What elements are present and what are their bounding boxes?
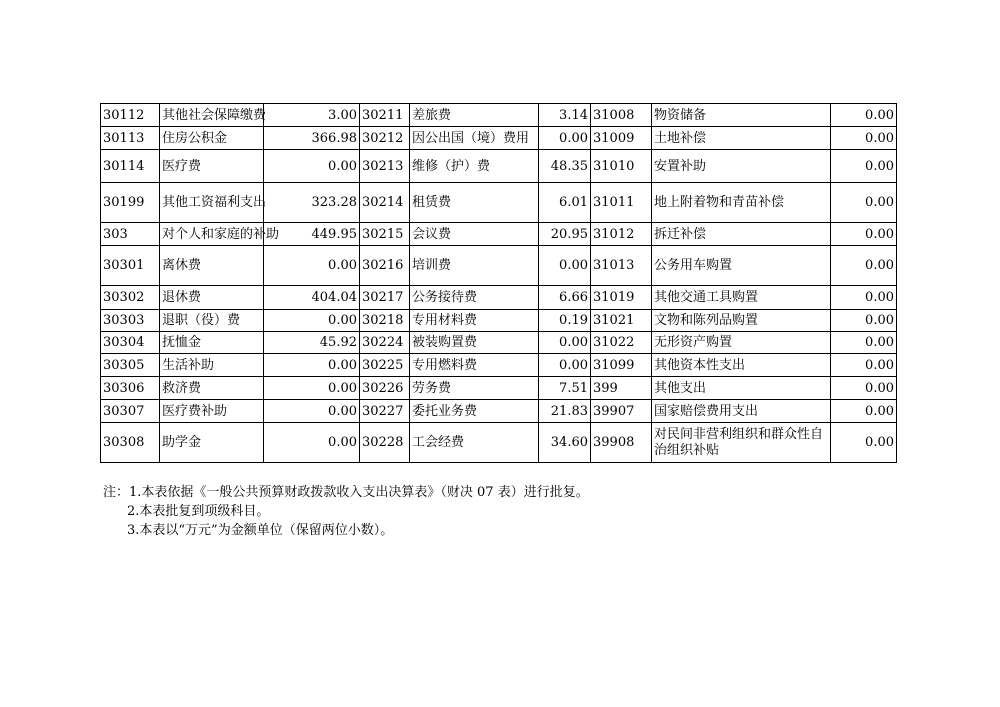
budget-expenditure-table (100, 103, 897, 463)
row-code-2: 30211 (360, 104, 410, 127)
row-name-1: 退休费 (160, 286, 264, 310)
note-line-3: 3.本表以“万元”为金额单位（保留两位小数）。 (127, 523, 394, 538)
row-name-2: 专用燃料费 (410, 354, 539, 377)
row-amount-3: 0.00 (831, 400, 897, 423)
row-name-1: 退职（役）费 (160, 310, 264, 332)
row-code-2: 30224 (360, 332, 410, 354)
row-code-2: 30225 (360, 354, 410, 377)
row-amount-1: 366.98 (264, 127, 360, 150)
row-amount-3: 0.00 (831, 183, 897, 223)
row-code-1: 303 (101, 223, 160, 246)
row-name-1: 对个人和家庭的补助 (160, 223, 264, 246)
row-code-3: 31019 (591, 286, 652, 310)
row-code-1: 30199 (101, 183, 160, 223)
row-amount-3: 0.00 (831, 423, 897, 463)
row-name-2: 因公出国（境）费用 (410, 127, 539, 150)
row-amount-3: 0.00 (831, 377, 897, 400)
row-code-3: 39907 (591, 400, 652, 423)
row-code-2: 30213 (360, 150, 410, 183)
row-code-1: 30301 (101, 246, 160, 286)
row-amount-2: 0.00 (539, 332, 591, 354)
table-row (101, 423, 897, 463)
row-amount-3: 0.00 (831, 127, 897, 150)
row-amount-2: 3.14 (539, 104, 591, 127)
row-code-3: 31013 (591, 246, 652, 286)
row-amount-1: 323.28 (264, 183, 360, 223)
row-amount-1: 449.95 (264, 223, 360, 246)
row-name-3: 拆迁补偿 (652, 223, 831, 246)
row-name-3: 安置补助 (652, 150, 831, 183)
row-amount-3: 0.00 (831, 150, 897, 183)
row-amount-2: 48.35 (539, 150, 591, 183)
row-amount-1: 0.00 (264, 246, 360, 286)
row-name-3: 无形资产购置 (652, 332, 831, 354)
row-amount-3: 0.00 (831, 286, 897, 310)
row-name-1: 其他工资福利支出 (160, 183, 264, 223)
note-line-1: 注：1.本表依据《一般公共预算财政拨款收入支出决算表》（财决 07 表）进行批复。 (103, 485, 589, 500)
table-row (101, 183, 897, 223)
row-amount-3: 0.00 (831, 332, 897, 354)
table-row (101, 354, 897, 377)
row-name-3: 国家赔偿费用支出 (652, 400, 831, 423)
table-row (101, 286, 897, 310)
table-row (101, 400, 897, 423)
row-code-2: 30227 (360, 400, 410, 423)
row-name-1: 其他社会保障缴费 (160, 104, 264, 127)
table-row (101, 127, 897, 150)
row-name-1: 离休费 (160, 246, 264, 286)
row-amount-1: 0.00 (264, 377, 360, 400)
table-row (101, 223, 897, 246)
row-amount-2: 6.66 (539, 286, 591, 310)
table-row (101, 332, 897, 354)
row-name-2: 会议费 (410, 223, 539, 246)
row-code-2: 30228 (360, 423, 410, 463)
row-name-3: 其他资本性支出 (652, 354, 831, 377)
row-amount-2: 7.51 (539, 377, 591, 400)
row-code-2: 30212 (360, 127, 410, 150)
row-code-1: 30304 (101, 332, 160, 354)
row-amount-1: 0.00 (264, 354, 360, 377)
row-amount-3: 0.00 (831, 223, 897, 246)
row-name-3: 对民间非营利组织和群众性自治组织补贴 (652, 423, 831, 463)
row-code-2: 30218 (360, 310, 410, 332)
row-amount-1: 404.04 (264, 286, 360, 310)
row-code-3: 31012 (591, 223, 652, 246)
row-name-3: 其他支出 (652, 377, 831, 400)
row-name-3: 土地补偿 (652, 127, 831, 150)
table-row (101, 377, 897, 400)
row-name-2: 差旅费 (410, 104, 539, 127)
table-row (101, 150, 897, 183)
row-code-1: 30307 (101, 400, 160, 423)
row-name-1: 救济费 (160, 377, 264, 400)
row-code-1: 30112 (101, 104, 160, 127)
row-name-1: 医疗费补助 (160, 400, 264, 423)
row-amount-2: 34.60 (539, 423, 591, 463)
row-name-1: 助学金 (160, 423, 264, 463)
row-name-2: 公务接待费 (410, 286, 539, 310)
row-name-3: 物资储备 (652, 104, 831, 127)
row-name-3: 地上附着物和青苗补偿 (652, 183, 831, 223)
row-amount-3: 0.00 (831, 104, 897, 127)
row-code-3: 31010 (591, 150, 652, 183)
row-name-1: 生活补助 (160, 354, 264, 377)
row-amount-1: 0.00 (264, 423, 360, 463)
row-code-1: 30114 (101, 150, 160, 183)
row-code-3: 31022 (591, 332, 652, 354)
row-amount-1: 3.00 (264, 104, 360, 127)
row-code-3: 31011 (591, 183, 652, 223)
row-amount-2: 0.00 (539, 354, 591, 377)
row-name-3: 其他交通工具购置 (652, 286, 831, 310)
row-code-3: 39908 (591, 423, 652, 463)
row-code-3: 31009 (591, 127, 652, 150)
row-code-2: 30215 (360, 223, 410, 246)
row-name-1: 抚恤金 (160, 332, 264, 354)
row-name-2: 被装购置费 (410, 332, 539, 354)
row-name-2: 劳务费 (410, 377, 539, 400)
row-amount-2: 21.83 (539, 400, 591, 423)
row-code-3: 31021 (591, 310, 652, 332)
row-amount-2: 0.00 (539, 246, 591, 286)
row-name-2: 培训费 (410, 246, 539, 286)
row-amount-2: 0.00 (539, 127, 591, 150)
row-code-2: 30216 (360, 246, 410, 286)
row-name-2: 委托业务费 (410, 400, 539, 423)
row-code-3: 31099 (591, 354, 652, 377)
row-code-2: 30226 (360, 377, 410, 400)
row-amount-1: 0.00 (264, 400, 360, 423)
row-code-1: 30305 (101, 354, 160, 377)
row-amount-3: 0.00 (831, 310, 897, 332)
row-name-2: 租赁费 (410, 183, 539, 223)
row-amount-2: 20.95 (539, 223, 591, 246)
row-code-2: 30217 (360, 286, 410, 310)
row-code-2: 30214 (360, 183, 410, 223)
table-notes (103, 483, 589, 540)
row-code-1: 30302 (101, 286, 160, 310)
row-amount-1: 0.00 (264, 150, 360, 183)
row-name-1: 住房公积金 (160, 127, 264, 150)
note-line-2: 2.本表批复到项级科目。 (127, 504, 270, 519)
row-code-3: 31008 (591, 104, 652, 127)
row-name-2: 专用材料费 (410, 310, 539, 332)
table-row (101, 310, 897, 332)
row-amount-1: 45.92 (264, 332, 360, 354)
row-amount-2: 0.19 (539, 310, 591, 332)
row-code-1: 30306 (101, 377, 160, 400)
row-name-2: 维修（护）费 (410, 150, 539, 183)
row-name-2: 工会经费 (410, 423, 539, 463)
table-row (101, 104, 897, 127)
table-row (101, 246, 897, 286)
row-amount-2: 6.01 (539, 183, 591, 223)
row-amount-1: 0.00 (264, 310, 360, 332)
row-name-1: 医疗费 (160, 150, 264, 183)
row-name-3: 文物和陈列品购置 (652, 310, 831, 332)
row-amount-3: 0.00 (831, 246, 897, 286)
row-code-1: 30308 (101, 423, 160, 463)
row-amount-3: 0.00 (831, 354, 897, 377)
row-name-3: 公务用车购置 (652, 246, 831, 286)
row-code-1: 30303 (101, 310, 160, 332)
row-code-1: 30113 (101, 127, 160, 150)
row-code-3: 399 (591, 377, 652, 400)
